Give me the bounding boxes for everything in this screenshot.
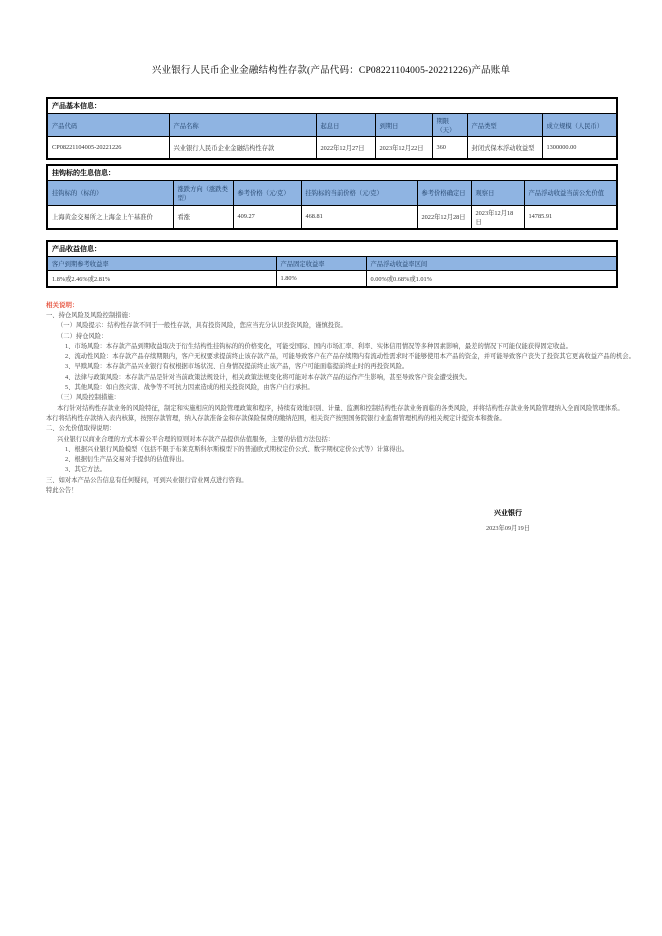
col-header-fair-value: 产品浮动收益当前公允价值 — [524, 180, 617, 205]
income-section-row — [47, 241, 617, 257]
note-line: 三、如对本产品公告信息有任何疑问，可到兴业银行营业网点进行咨询。 — [46, 476, 248, 484]
bank-name: 兴业银行 — [494, 509, 522, 518]
note-line: （三）风险控制措施： — [57, 394, 120, 402]
cell-fixed-yield: 1.80% — [276, 270, 366, 287]
cell-product-name: 兴业银行人民币企业金融结构性存款 — [169, 137, 316, 159]
income-info-table — [46, 240, 618, 289]
basic-info-value-row — [47, 137, 617, 159]
document-title: 兴业银行人民币企业金融结构性存款(产品代码：CP08221104005-20221226)产品账单 — [151, 66, 511, 76]
note-line: 本行针对结构性存款业务的风险特征，制定和实施相应的风险管理政策和程序，持续有效地识别、计量、监测和控制结构性存款业务面临的各类风险，并将结构性存款业务风险管理纳入全面风险管理体系。 — [57, 404, 624, 412]
note-line: 特此公告！ — [46, 487, 78, 495]
cell-customer-reference-yield: 1.8%或2.46%或2.81% — [47, 270, 276, 287]
note-line: 3、其它方法。 — [65, 466, 106, 474]
col-header-direction: 涨跌方向（涨跌类型） — [173, 180, 233, 205]
cell-term-days: 360 — [432, 137, 467, 159]
cell-reference-date: 2022年12月28日 — [417, 205, 471, 229]
cell-product-code: CP08221104005-20221226 — [47, 137, 169, 159]
income-value-row — [47, 270, 617, 287]
note-line: 一、持仓风险及风险控制措施： — [46, 312, 135, 319]
basic-info-section-row — [47, 98, 617, 114]
cell-underlying: 上海黄金交易所之上海金上午基准价 — [47, 205, 173, 229]
col-header-scale: 成立规模（人民币） — [542, 114, 617, 137]
note-line: 本行将结构性存款纳入表内核算，按照存款管理，纳入存款准备金和存款保险保费的缴纳范围，相关资产按照国务院银行业监督管理机构的相关规定计提资本和拨备。 — [46, 414, 506, 422]
note-line: 4、法律与政策风险：本存款产品是针对当前政策法规设计，相关政策法规变化将可能对本存款产品的运作产生影响，甚至导致客户资金遭受损失。 — [65, 373, 472, 381]
note-line: （一）风险提示：结构性存款不同于一般性存款，具有投资风险，您应当充分认识投资风险，谨慎投资。 — [57, 322, 347, 330]
note-line: 兴业银行以商业合理的方式本着公平合理的原则对本存款产品提供估值服务，主要的估值方法包括： — [57, 435, 335, 443]
basic-info-header-row — [47, 114, 617, 137]
income-section-title: 产品收益信息： — [47, 241, 617, 257]
col-header-product-name: 产品名称 — [169, 114, 316, 137]
note-line: （二）持仓风险： — [57, 332, 108, 340]
col-header-observation-date: 观察日 — [471, 180, 524, 205]
col-header-product-code: 产品代码 — [47, 114, 169, 137]
cell-reference-price: 409.27 — [233, 205, 301, 229]
col-header-customer-reference-yield: 客户到期参考收益率 — [47, 256, 276, 270]
col-header-start-date: 起息日 — [316, 114, 375, 137]
note-line: 二、公允价值取得说明： — [46, 425, 116, 433]
col-header-reference-date: 参考价格确定日 — [417, 180, 471, 205]
col-header-floating-yield-range: 产品浮动收益率区间 — [366, 256, 617, 270]
col-header-underlying: 挂钩标的（标的） — [47, 180, 173, 205]
cell-product-type: 封闭式保本浮动收益型 — [467, 137, 542, 159]
note-line: 1、根据兴业银行风险模型（包括不限于布莱克斯科尔斯模型下的普通欧式期权定价公式、数字期权定价公式等）计算得出。 — [65, 445, 409, 453]
note-line: 2、流动性风险：本存款产品存续期限内，客户无权要求提前终止该存款产品，可能导致客户在产品存续期内有流动性需求时不能够使用本产品的资金，并可能导致客户丧失了投资其它更高收益产品的机会。 — [65, 353, 635, 361]
note-line: 5、其他风险：如自然灾害、战争等不可抗力因素造成的相关投资风险，由客户自行承担。 — [65, 384, 314, 392]
note-line: 2、根据衍生产品交易对手提供的估值得出。 — [65, 456, 188, 464]
cell-direction: 看涨 — [173, 205, 233, 229]
notes-title: 相关说明： — [46, 302, 79, 309]
linked-header-row — [47, 180, 617, 205]
basic-info-section-title: 产品基本信息： — [47, 98, 617, 114]
col-header-term-days: 期限（天） — [432, 114, 467, 137]
col-header-fixed-yield: 产品固定收益率 — [276, 256, 366, 270]
statement-date: 2023年09月19日 — [485, 525, 531, 533]
cell-maturity-date: 2023年12月22日 — [375, 137, 432, 159]
linked-section-row — [47, 165, 617, 181]
note-line: 3、早赎风险：本存款产品兴业银行有权根据市场状况、自身情况提前终止该产品，客户可能面临提前终止时的再投资风险。 — [65, 363, 409, 371]
cell-scale: 1300000.00 — [542, 137, 617, 159]
cell-floating-yield-range: 0.00%或0.68%或1.01% — [366, 270, 617, 287]
cell-current-price: 468.81 — [301, 205, 417, 229]
col-header-current-price: 挂钩标的当前价格（元/克） — [301, 180, 417, 205]
income-header-row — [47, 256, 617, 270]
note-line: 1、市场风险：本存款产品到期收益取决于衍生结构性挂钩标的的价格变化，可能受国际、国内市场汇率、利率、实体信用情况等多种因素影响，最差的情况下可能仅能获得固定收益。 — [65, 342, 572, 350]
linked-value-row — [47, 205, 617, 229]
linked-section-title: 挂钩标的生息信息： — [47, 165, 617, 181]
linked-underlying-table — [46, 164, 618, 230]
signature-block — [438, 508, 578, 532]
cell-fair-value: 14785.91 — [524, 205, 617, 229]
basic-info-table — [46, 97, 618, 160]
col-header-maturity-date: 到期日 — [375, 114, 432, 137]
notes-section — [46, 301, 635, 496]
col-header-reference-price: 参考价格（元/克） — [233, 180, 301, 205]
cell-start-date: 2022年12月27日 — [316, 137, 375, 159]
cell-observation-date: 2023年12月18日 — [471, 205, 524, 229]
col-header-product-type: 产品类型 — [467, 114, 542, 137]
